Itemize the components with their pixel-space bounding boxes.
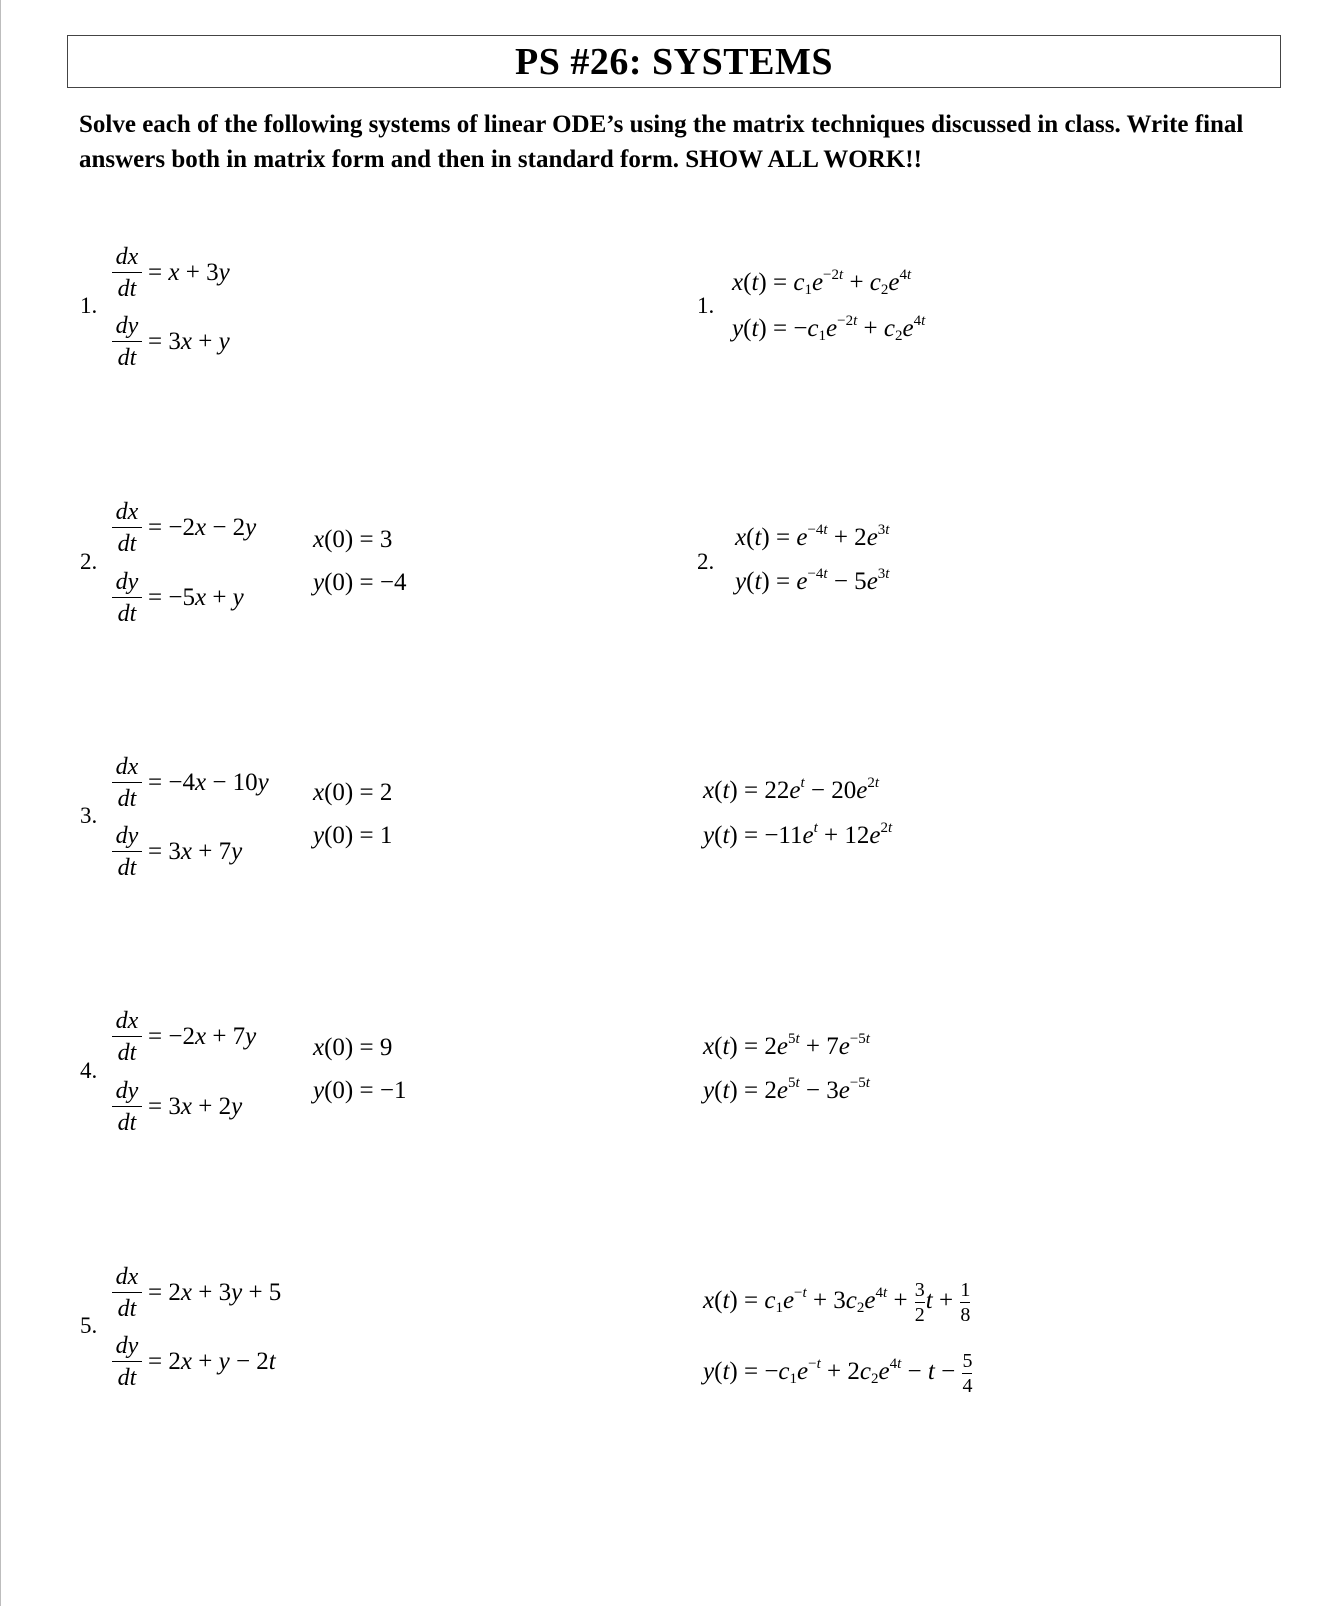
initial-condition-y: y(0) = −4 xyxy=(313,569,407,596)
initial-condition-y: y(0) = 1 xyxy=(313,822,393,849)
dy-dt-fraction: dy dt xyxy=(110,570,144,626)
answer-y: $y(t) = 2e^{5t} - 3e^{-5t}$ xyxy=(703,1075,870,1104)
equation-dy: = −5x + y xyxy=(148,584,244,611)
initial-condition-x: x(0) = 3 xyxy=(313,526,393,553)
initial-condition-x: x(0) = 9 xyxy=(313,1034,393,1061)
answer-number: 1. xyxy=(697,293,715,318)
dx-dt-fraction: dx dt xyxy=(110,755,144,811)
dx-dt-fraction: dx dt xyxy=(110,500,144,556)
answer-y: $y(t) = e^{-4t} - 5e^{3t}$ xyxy=(735,566,890,595)
answer-y: $y(t) = -c_1e^{-2t} + c_2e^{4t}$ xyxy=(732,313,926,344)
page-left-edge xyxy=(0,0,1,1606)
problem-number: 4. xyxy=(80,1058,98,1083)
problem-number: 3. xyxy=(80,803,98,828)
equation-dy: = 3x + 7y xyxy=(148,838,243,865)
answer-x: $x(t) = c_1e^{-2t} + c_2e^{4t}$ xyxy=(732,267,912,298)
equation-dx: = −2x + 7y xyxy=(148,1023,257,1050)
equation-dx: = x + 3y xyxy=(148,259,230,286)
answer-y: $y(t) = -11e^t + 12e^{2t}$ xyxy=(703,820,893,849)
initial-condition-x: x(0) = 2 xyxy=(313,779,393,806)
equation-dx: = −4x − 10y xyxy=(148,769,269,796)
title-box xyxy=(67,35,1281,88)
answer-x: $x(t) = 2e^{5t} + 7e^{-5t}$ xyxy=(703,1031,870,1060)
dy-dt-fraction: dy dt xyxy=(110,824,144,880)
dx-dt-fraction: dx dt xyxy=(110,1009,144,1065)
instructions: Solve each of the following systems of linear ODE’s using the matrix techniques discussed in class. Write final answers both in matrix form and then in standard form. SHOW ALL WORK!! xyxy=(79,111,1244,173)
answer-x: $x(t) = e^{-4t} + 2e^{3t}$ xyxy=(735,522,890,551)
problem-number: 1. xyxy=(80,293,98,318)
equation-dy: = 2x + y − 2t xyxy=(148,1348,276,1375)
dy-dt-fraction: dy dt xyxy=(110,1079,144,1135)
dy-dt-fraction: dy dt xyxy=(110,314,144,370)
dx-dt-fraction: dx dt xyxy=(110,245,144,301)
answer-x: $x(t) = 22e^t - 20e^{2t}$ xyxy=(703,775,879,804)
problem-number: 2. xyxy=(80,549,98,574)
dx-dt-fraction: dx dt xyxy=(110,1265,144,1321)
page-title: PS #26: SYSTEMS xyxy=(515,40,833,83)
answer-x: $x(t) = c_1e^{-t} + 3c_2e^{4t}$ + $\frac{3}{2}$ t + $\frac{1}{8}$ xyxy=(703,1279,971,1326)
equation-dy: = 3x + y xyxy=(148,328,230,355)
equation-dx: = 2x + 3y + 5 xyxy=(148,1279,282,1306)
dy-dt-fraction: dy dt xyxy=(110,1334,144,1390)
equation-dy: = 3x + 2y xyxy=(148,1093,243,1120)
initial-condition-y: y(0) = −1 xyxy=(313,1077,407,1104)
answer-y: $y(t) = -c_1e^{-t} + 2c_2e^{4t} - t$ − $\frac{5}{4}$ xyxy=(703,1350,973,1397)
equation-dx: = −2x − 2y xyxy=(148,514,257,541)
problem-number: 5. xyxy=(80,1313,98,1338)
answer-number: 2. xyxy=(697,549,715,574)
